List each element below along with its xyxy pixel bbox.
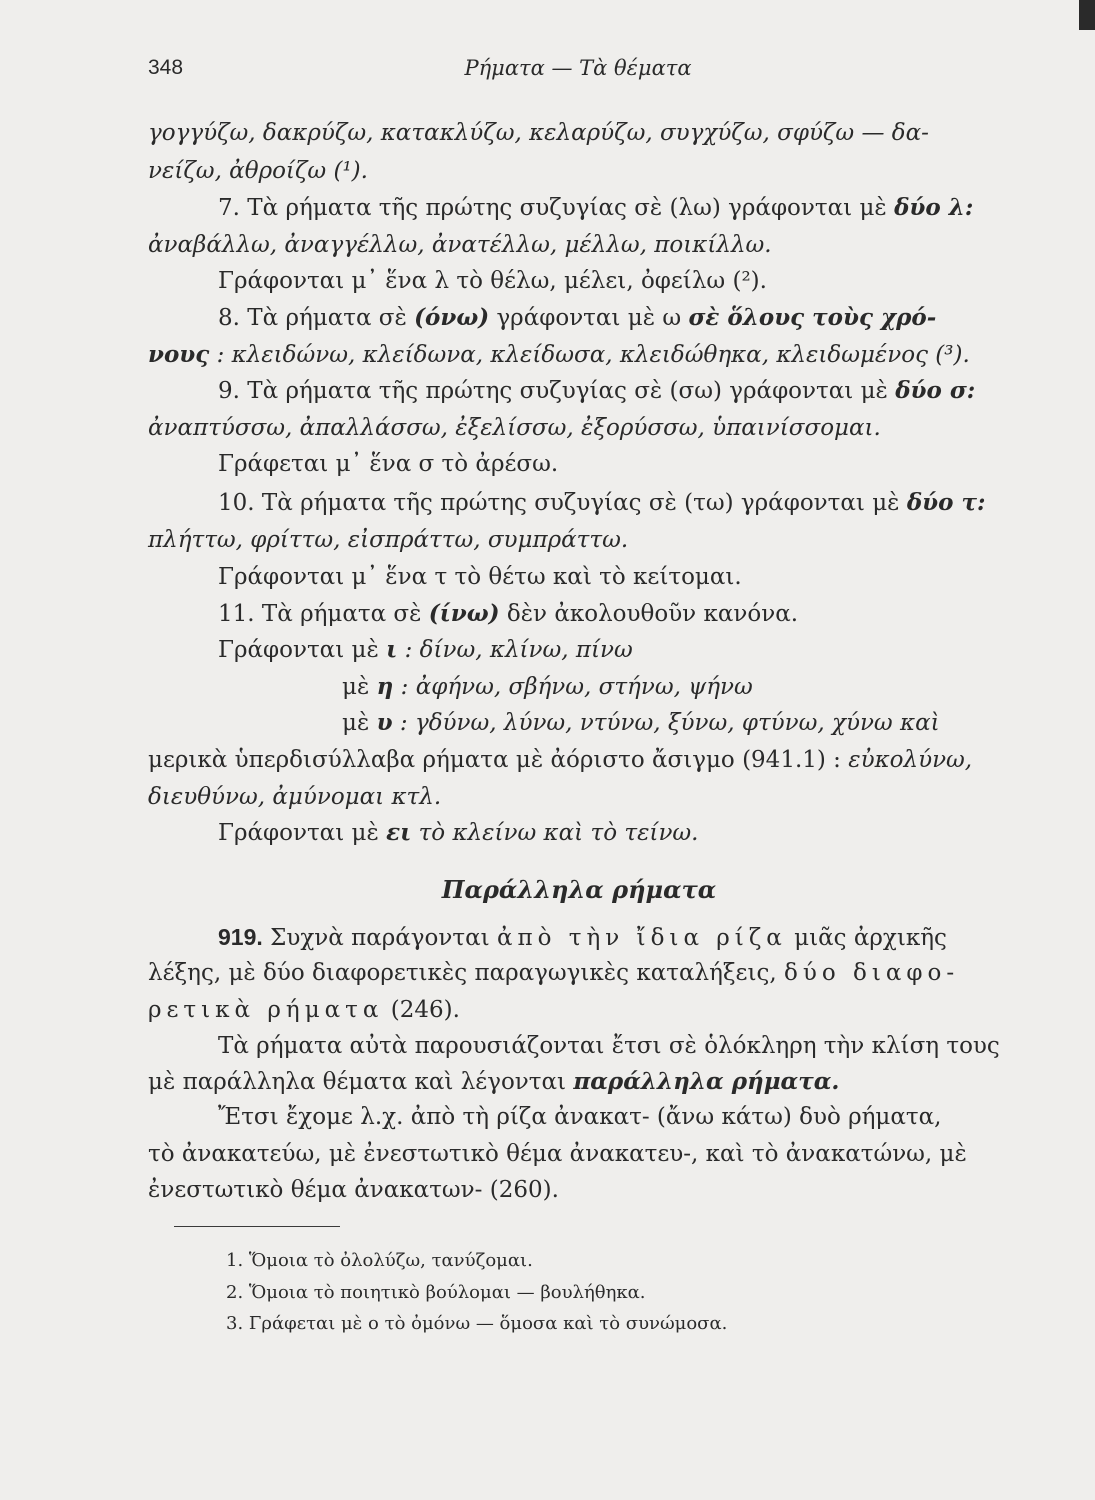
text-line: γογγύζω, δακρύζω, κατακλύζω, κελαρύζω, συγχύζω, σφύζω — δα- (148, 120, 929, 146)
section-heading: Παράλληλα ρήματα (441, 875, 717, 904)
text-line: Γράφονται μ᾽ ἕνα τ τὸ θέτω καὶ τὸ κείτομαι. (218, 564, 742, 590)
text-line: ἐνεστωτικὸ θέμα ἀνακατων- (260). (148, 1177, 559, 1203)
page-header (148, 56, 1008, 86)
bold-term: δύο λ: (894, 194, 974, 221)
scan-edge-mark (1079, 0, 1095, 30)
text-line: διευθύνω, ἀμύνομαι κτλ. (148, 784, 442, 810)
section-11: 11. Τὰ ρήματα σὲ (ίνω) δὲν ἀκολουθοῦν κανόνα. (218, 600, 799, 627)
footnote-divider (174, 1226, 340, 1227)
section-number: 7. (218, 195, 240, 221)
text-line: νους : κλειδώνω, κλείδωνα, κλείδωσα, κλειδώθηκα, κλειδωμένος (³). (148, 341, 970, 368)
text-line: Γράφεται μ᾽ ἕνα σ τὸ ἀρέσω. (218, 451, 559, 477)
footnote: 2. Ὅμοια τὸ ποιητικὸ βούλομαι — βουλήθηκα. (226, 1282, 646, 1303)
section-10: 10. Τὰ ρήματα τῆς πρώτης συζυγίας σὲ (τω) γράφονται μὲ δύο τ: (218, 489, 986, 516)
text-line: Γράφονται μ᾽ ἕνα λ τὸ θέλω, μέλει, ὀφείλω (²). (218, 268, 767, 294)
text-line: Τὰ ρήματα αὐτὰ παρουσιάζονται ἔτσι σὲ ὁλόκληρη τὴν κλίση τους (218, 1033, 1000, 1059)
paragraph-919: 919. Συχνὰ παράγονται ἀπὸ τὴν ἴδια ρίζα μιᾶς ἀρχικῆς (218, 924, 947, 951)
page-number: 348 (148, 56, 184, 79)
text-line: ρετικὰ ρήματα (246). (148, 997, 460, 1023)
section-9: 9. Τὰ ρήματα τῆς πρώτης συζυγίας σὲ (σω) γράφονται μὲ δύο σ: (218, 377, 976, 404)
text-line: Γράφονται μὲ ει τὸ κλείνω καὶ τὸ τείνω. (218, 819, 699, 846)
text-line: Ἔτσι ἔχομε λ.χ. ἀπὸ τὴ ρίζα ἀνακατ- (ἄνω κάτω) δυὸ ρήματα, (218, 1104, 942, 1130)
section-number: 11. (218, 601, 255, 627)
running-title: Ρήματα — Τὰ θέματα (464, 56, 692, 80)
text-line: Γράφονται μὲ ι : δίνω, κλίνω, πίνω (218, 636, 633, 663)
paragraph-number: 919. (218, 924, 263, 950)
footnote: 3. Γράφεται μὲ ο τὸ ὀμόνω — ὅμοσα καὶ τὸ συνώμοσα. (226, 1313, 728, 1334)
footnote: 1. Ὅμοια τὸ ὀλολύζω, τανύζομαι. (226, 1250, 533, 1271)
text-line: πλήττω, φρίττω, εἰσπράττω, συμπράττω. (148, 527, 629, 553)
section-number: 8. (218, 305, 240, 331)
text-line: μερικὰ ὑπερδισύλλαβα ρήματα μὲ ἀόριστο ἄσιγμο (941.1) : εὐκολύνω, (148, 747, 973, 773)
text-line: ἀναβάλλω, ἀναγγέλλω, ἀνατέλλω, μέλλω, ποικίλλω. (148, 232, 772, 258)
text-line: μὲ η : ἀφήνω, σβήνω, στήνω, ψήνω (342, 673, 753, 700)
text-line: τὸ ἀνακατεύω, μὲ ἐνεστωτικὸ θέμα ἀνακατευ-, καὶ τὸ ἀνακατώνω, μὲ (148, 1141, 967, 1167)
section-8: 8. Τὰ ρήματα σὲ (όνω) γράφονται μὲ ω σὲ ὅλους τοὺς χρό- (218, 304, 937, 331)
section-number: 9. (218, 378, 240, 404)
text-line: νείζω, ἀθροίζω (¹). (148, 158, 368, 184)
text-line: ἀναπτύσσω, ἀπαλλάσσω, ἐξελίσσω, ἐξορύσσω, ὑπαινίσσομαι. (148, 415, 881, 441)
section-number: 10. (218, 490, 255, 516)
section-7: 7. Τὰ ρήματα τῆς πρώτης συζυγίας σὲ (λω) γράφονται μὲ δύο λ: (218, 194, 974, 221)
text-line: λέξης, μὲ δύο διαφορετικὲς παραγωγικὲς καταλήξεις, δύο διαφο- (148, 960, 960, 986)
text-line: μὲ παράλληλα θέματα καὶ λέγονται παράλληλα ρήματα. (148, 1068, 840, 1095)
text-line: μὲ υ : γδύνω, λύνω, ντύνω, ξύνω, φτύνω, χύνω καὶ (342, 709, 940, 736)
